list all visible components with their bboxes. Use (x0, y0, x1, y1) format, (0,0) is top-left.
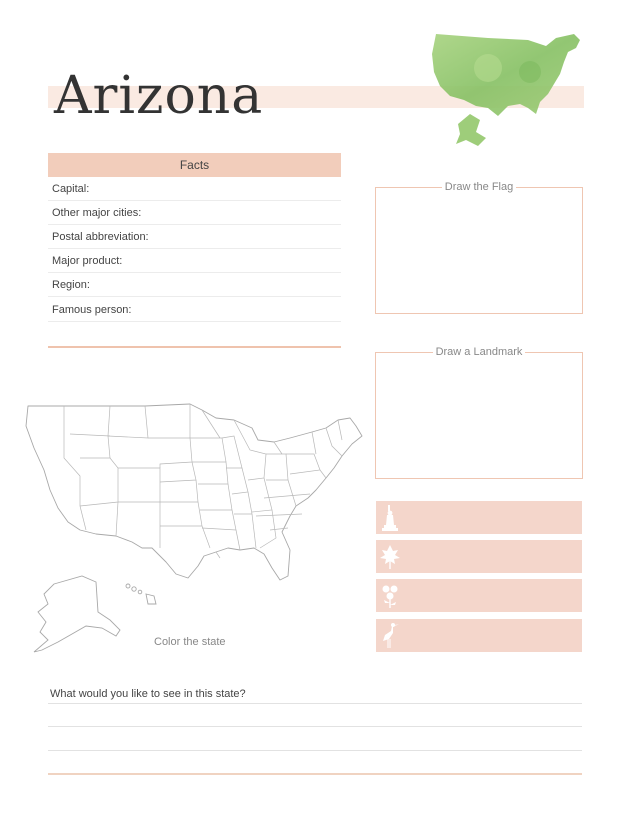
symbol-bar-landmark[interactable] (376, 501, 582, 534)
question-prompt: What would you like to see in this state? (50, 688, 246, 700)
statue-icon (379, 503, 401, 532)
fact-region: Region: (48, 273, 341, 297)
map-caption: Color the state (154, 636, 226, 648)
facts-divider (48, 346, 341, 348)
fact-major-product: Major product: (48, 249, 341, 273)
answer-line-2[interactable] (48, 726, 582, 727)
bottom-divider (48, 773, 582, 775)
landmark-drawing-box[interactable] (375, 346, 583, 479)
symbol-bar-flower[interactable] (376, 579, 582, 612)
flower-icon (379, 581, 401, 610)
leaf-icon (379, 542, 401, 571)
flag-drawing-box[interactable] (375, 181, 583, 314)
fact-capital: Capital: (48, 177, 341, 201)
us-outline-map[interactable] (20, 398, 370, 658)
fact-postal-abbreviation: Postal abbreviation: (48, 225, 341, 249)
landmark-drawing-label: Draw a Landmark (433, 346, 526, 358)
facts-heading: Facts (48, 153, 341, 177)
answer-line-3[interactable] (48, 750, 582, 751)
page-title: Arizona (54, 66, 264, 126)
symbol-bar-tree[interactable] (376, 540, 582, 573)
usa-watercolor-map (428, 28, 586, 150)
bird-icon (379, 621, 401, 650)
symbol-bar-bird[interactable] (376, 619, 582, 652)
fact-famous-person: Famous person: (48, 298, 341, 322)
fact-other-cities: Other major cities: (48, 201, 341, 225)
answer-line-1[interactable] (48, 703, 582, 704)
flag-drawing-label: Draw the Flag (442, 181, 516, 193)
